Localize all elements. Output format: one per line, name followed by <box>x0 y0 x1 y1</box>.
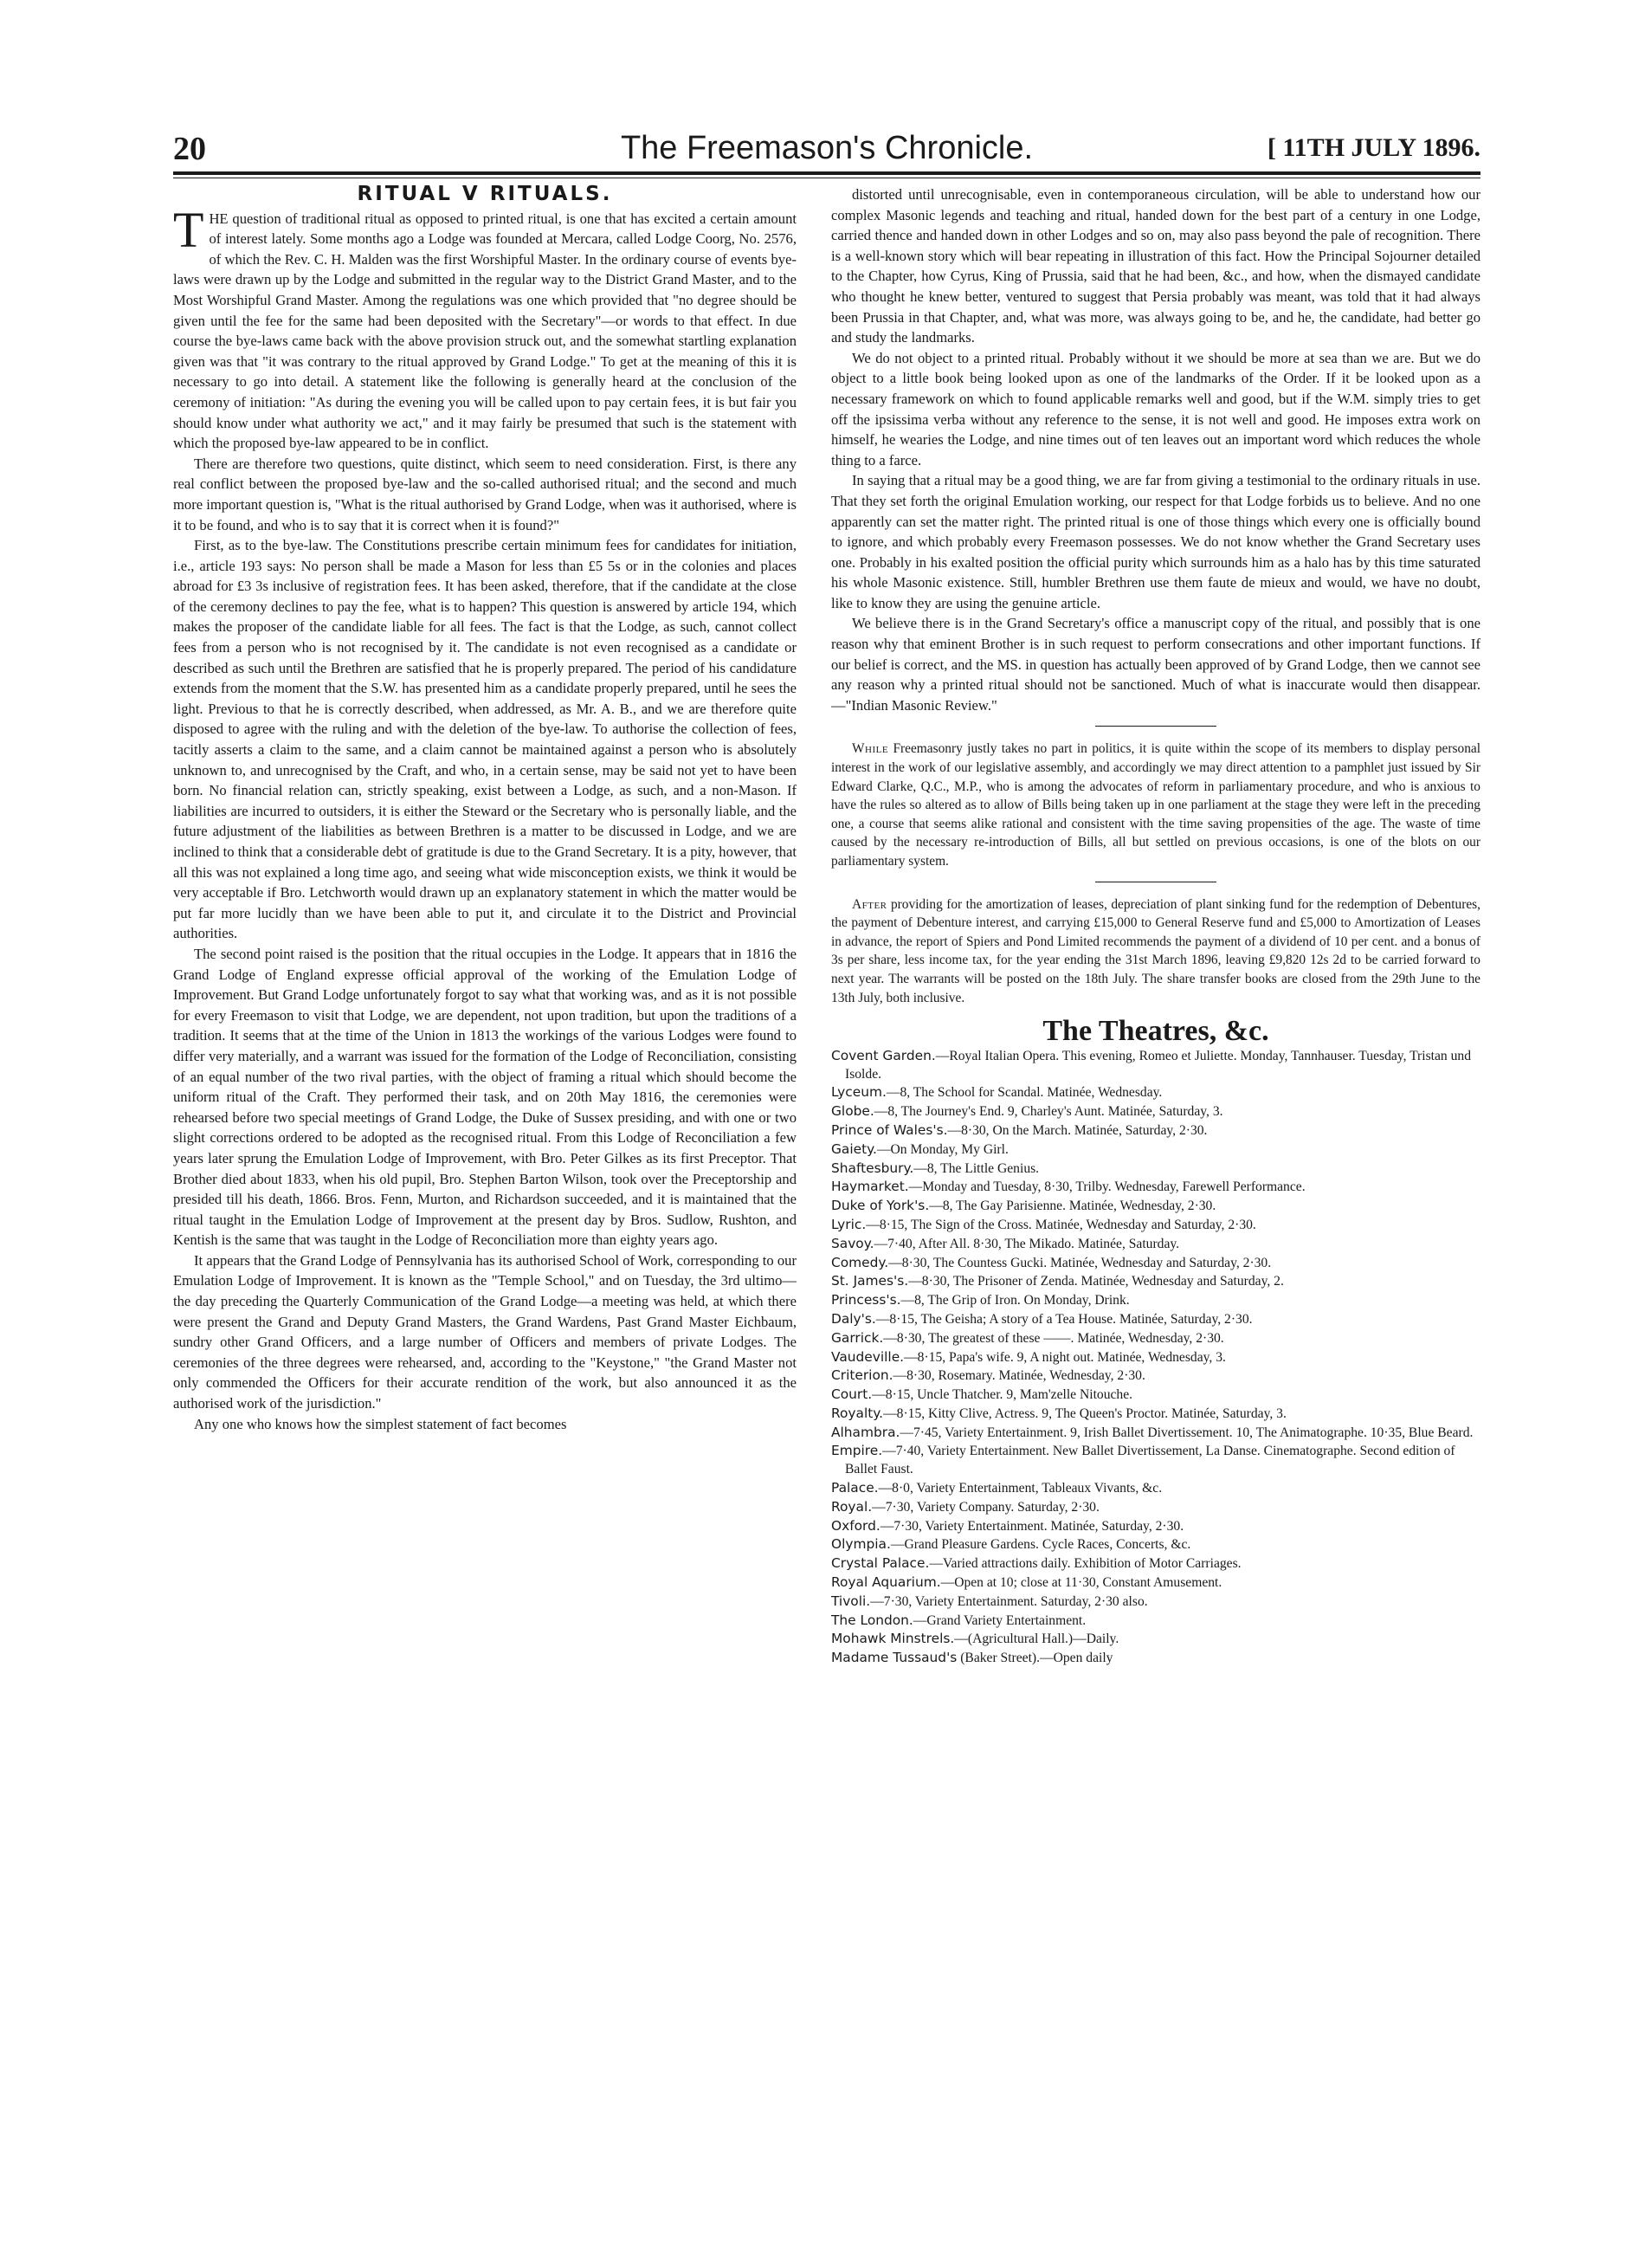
article-paragraph: We do not object to a printed ritual. Probably without it we should be more at sea than we are. But we do object to a little book being looked upon as one of the landmarks of the Order. If it be looked upon as a necessary framework on which to found applicable remarks well and good, but if the W.M. simply tries to get off the ipsissima verba without any reference to the sense, it is not well and good. He imposes extra work on himself, he wearies the Lodge, and nine times out of ten leaves out an important word which reduces the whole thing to a farce. <box>831 349 1480 468</box>
theatre-entry <box>831 1535 1480 1554</box>
theatre-details: —(Agricultural Hall.)—Daily. <box>954 1632 1119 1647</box>
article-paragraph: In saying that a ritual may be a good thing, we are far from giving a testimonial to the ordinary rituals in use. That they set forth the original Emulation working, our respect for that Lodge forbids us to believe. And no one apparently can set the matter right. The printed ritual is one of those things which every one is officially bound to ignore, and which probably every Freemason possesses. We do not know whether the Grand Secretary uses one. Probably in his exalted position the official purity which surrounds him as a halo has by this time saturated his whole Masonic existence. Still, humbler Brethren use them faute de mieux and would, we have no doubt, like to know they are using the genuine article. <box>831 472 1480 611</box>
article-paragraph: The second point raised is the position that the ritual occupies in the Lodge. It appears that in 1816 the Grand Lodge of England expresse official approval of the working of the Emulation Lodge of Improvement. But Grand Lodge unfortunately forgot to say what that working was, and as it is not possible for every Freemason to visit that Lodge, we are dependent, not upon tradition, but upon the traditions of a tradition. It seems that at the time of the Union in 1813 the workings of the various Lodges were found to differ very materially, and a warrant was issued for the formation of the Lodge of Reconciliation, consisting of an equal number of the two rival parties, with the object of framing a ritual which should become the uniform ritual of the Craft. They performed their task, and on 20th May 1816, the ceremonies were rehearsed before two special meetings of Grand Lodge, the Duke of Sussex presiding, and with one or two slight corrections ordered to be adopted as the recognised ritual. From this Lodge of Reconciliation a few years later sprung the Emulation Lodge of Improvement, with Bro. Peter Gilkes as its first Preceptor. That Brother died about 1833, when his old pupil, Bro. Stephen Barton Wilson, took over the Preceptorship and presided till his death, 1866. Bros. Fenn, Murton, and Richardson succeeded, and it is maintained that the ritual taught in the Emulation Lodge of Improvement at the present day by Bros. Sudlow, Rushton, and Kentish is the same that was taught in the Lodge of Reconciliation more than eighty years ago. <box>173 945 797 1249</box>
theatre-name: Gaiety. <box>831 1140 877 1157</box>
theatre-entry <box>831 1310 1480 1329</box>
theatre-entry <box>831 1178 1480 1197</box>
theatre-details: —Open at 10; close at 11·30, Constant Amusement. <box>940 1575 1222 1591</box>
theatre-details: —8·0, Variety Entertainment, Tableaux Vivants, &c. <box>878 1481 1163 1496</box>
theatre-entry <box>831 1083 1480 1102</box>
theatre-details: —Varied attractions daily. Exhibition of Motor Carriages. <box>929 1556 1242 1572</box>
theatre-details: —8, The Little Genius. <box>913 1160 1040 1176</box>
theatre-details: —Grand Variety Entertainment. <box>913 1612 1087 1628</box>
theatre-name: Royal. <box>831 1498 873 1515</box>
theatre-name: Haymarket. <box>831 1179 909 1195</box>
divider <box>1095 726 1216 729</box>
theatre-name: Globe. <box>831 1103 874 1120</box>
theatre-name: Savoy. <box>831 1235 874 1251</box>
theatre-entry <box>831 1121 1480 1140</box>
article-title: RITUAL V RITUALS. <box>357 184 613 205</box>
theatre-entry <box>831 1424 1480 1443</box>
theatre-entry <box>831 1348 1480 1367</box>
theatre-details: —7·40, After All. 8·30, The Mikado. Matinée, Saturday. <box>874 1236 1180 1251</box>
theatre-details: —7·40, Variety Entertainment. New Ballet Divertissement, La Danse. Cinematographe. Second edition of Ballet Faust. <box>845 1444 1455 1477</box>
theatre-entry <box>831 1479 1480 1498</box>
theatre-entry <box>831 1235 1480 1254</box>
theatre-details: —8·30, The Countess Gucki. Matinée, Wednesday and Saturday, 2·30. <box>888 1255 1272 1270</box>
theatre-details: —8·15, Papa's wife. 9, A night out. Matinée, Wednesday, 3. <box>904 1349 1226 1365</box>
theatre-name: Comedy. <box>831 1254 889 1270</box>
article-paragraph: Any one who knows how the simplest statement of fact becomes <box>194 1415 567 1432</box>
theatre-entry <box>831 1197 1480 1216</box>
theatre-name: Daly's. <box>831 1310 876 1327</box>
article-paragraph: distorted until unrecognisable, even in contemporaneous circulation, will be able to understand how our complex Masonic legends and teaching and ritual, handed down for the best part of a century in one Lodge, carried thence and handed down in other Lodges and so on, may also pass beyond the pale of recognition. There is a well-known story which will bear repeating in illustration of this fact. How the Principal Sojourner detailed to the Chapter, how Cyrus, King of Prussia, said that he had been, &c., and how, when the dismayed candidate who thought he knew better, ventured to suggest that Persia probably was meant, was told that it had always been Prussia in that Chapter, and, what was more, was always going to be, and he, the candidate, had better go and study the landmarks. <box>831 186 1480 346</box>
theatre-details: —8·15, The Sign of the Cross. Matinée, Wednesday and Saturday, 2·30. <box>866 1217 1256 1232</box>
theatre-details: —8, The Journey's End. 9, Charley's Aunt. Matinée, Saturday, 3. <box>874 1104 1223 1120</box>
theatre-details: —Monday and Tuesday, 8·30, Trilby. Wednesday, Farewell Performance. <box>908 1179 1306 1195</box>
theatre-name: Crystal Palace. <box>831 1555 930 1572</box>
theatre-details: —8·30, The greatest of these ——. Matinée, Wednesday, 2·30. <box>883 1330 1224 1346</box>
page-number: 20 <box>173 131 206 167</box>
theatre-details: —7·30, Variety Company. Saturday, 2·30. <box>872 1499 1100 1515</box>
publication-title: The Freemason's Chronicle. <box>620 130 1034 166</box>
theatre-details: —8, The Grip of Iron. On Monday, Drink. <box>900 1293 1130 1308</box>
theatre-list <box>831 1047 1480 1668</box>
theatre-entry <box>831 1329 1480 1348</box>
theatre-details: —7·30, Variety Entertainment. Matinée, Saturday, 2·30. <box>880 1518 1184 1534</box>
theatre-details: —Grand Pleasure Gardens. Cycle Races, Concerts, &c. <box>890 1537 1191 1553</box>
article-paragraph: We believe there is in the Grand Secretary's office a manuscript copy of the ritual, and possibly that is one reason why that eminent Brother is in such request to perform consecrations and other important functions. If our belief is correct, and the MS. in question has actually been approved of by Grand Lodge, then we cannot see any reason why a printed ritual should not be sanctioned. Much of what is inaccurate would then disappear.—"Indian Masonic Review." <box>831 615 1480 714</box>
theatre-entry <box>831 1405 1480 1424</box>
theatre-details: —On Monday, My Girl. <box>876 1141 1009 1157</box>
theatre-entry <box>831 1386 1480 1405</box>
theatre-entry <box>831 1160 1480 1179</box>
theatre-name: Vaudeville. <box>831 1348 905 1365</box>
theatre-details: —7·45, Variety Entertainment. 9, Irish Ballet Divertissement. 10, The Animatographe. 10·35, Blue Beard. <box>900 1425 1474 1440</box>
theatre-details: —8·15, Uncle Thatcher. 9, Mam'zelle Nitouche. <box>872 1387 1133 1403</box>
theatre-details: —8, The School for Scandal. Matinée, Wednesday. <box>886 1085 1163 1101</box>
theatre-entry <box>831 1367 1480 1386</box>
theatre-details: —8, The Gay Parisienne. Matinée, Wednesday, 2·30. <box>929 1199 1216 1214</box>
right-paragraphs <box>831 184 1480 715</box>
theatre-name: Criterion. <box>831 1367 893 1384</box>
article-paragraph: There are therefore two questions, quite distinct, which seem to need consideration. First, is there any real conflict between the proposed bye-law and the so-called authorised ritual; and the second and much more important question is, "What is the ritual authorised by Grand Lodge, when was it authorised, where is it to be found, and who is to say that it is correct when it is found?" <box>173 455 797 533</box>
theatre-name: Shaftesbury. <box>831 1160 914 1176</box>
article-paragraph: It appears that the Grand Lodge of Pennsylvania has its authorised School of Work, corresponding to our Emulation Lodge of Improvement. It is known as the "Temple School," and on Tuesday, the 3rd ultimo—the day preceding the Quarterly Communication of the Grand Lodge—a meeting was held, at which there were present the Grand and Deputy Grand Masters, the Grand Wardens, Past Grand Master Eichbaum, sundry other Grand Officers, and a large number of Officers and members of private Lodges. The ceremonies of the three degrees were rehearsed, and, according to the "Keystone," "the Grand Master not only commended the Officers for their accurate rendition of the work, but also announced it as the authorised work of the jurisdiction." <box>173 1251 797 1412</box>
theatre-name: Lyric. <box>831 1216 867 1232</box>
note-lead: While <box>852 741 889 757</box>
theatre-entry <box>831 1047 1480 1084</box>
right-column <box>831 184 1480 2176</box>
theatre-name: Court. <box>831 1386 873 1403</box>
theatre-name: Palace. <box>831 1480 879 1496</box>
theatre-entry <box>831 1442 1480 1479</box>
theatre-entry <box>831 1554 1480 1573</box>
theatre-details: (Baker Street).—Open daily <box>957 1651 1113 1666</box>
theatre-name: Prince of Wales's. <box>831 1121 948 1138</box>
note-text: providing for the amortization of leases, depreciation of plant sinking fund for the redemption of Debentures, the payment of Debenture interest, and carrying £15,000 to General Reserve fund and £5,000 to Amortization of Leases in advance, the report of Spiers and Pond Limited recommends the payment of a dividend of 10 per cent. and a bonus of 3s per share, less income tax, for the year ending the 31st March 1896, leaving £9,820 12s 2d to be carried forward to next year. The warrants will be posted on the 18th July. The share transfer books are closed from the 29th June to the 13th July, both inclusive. <box>831 896 1480 1005</box>
theatre-entry <box>831 1649 1480 1668</box>
theatre-entry <box>831 1612 1480 1631</box>
theatre-details: —8·15, The Geisha; A story of a Tea House. Matinée, Saturday, 2·30. <box>875 1311 1253 1327</box>
theatre-entry <box>831 1517 1480 1536</box>
theatre-entry <box>831 1573 1480 1593</box>
theatre-details: —8·30, Rosemary. Matinée, Wednesday, 2·30. <box>893 1368 1145 1384</box>
theatre-details: —7·30, Variety Entertainment. Saturday, 2·30 also. <box>870 1593 1148 1609</box>
theatre-name: Oxford. <box>831 1517 881 1534</box>
theatre-name: Lyceum. <box>831 1084 887 1101</box>
theatre-entry <box>831 1140 1480 1160</box>
theatre-name: Garrick. <box>831 1329 884 1346</box>
theatres-heading: The Theatres, &c. <box>1042 1015 1269 1048</box>
theatre-entry <box>831 1593 1480 1612</box>
theatre-name: Empire. <box>831 1443 883 1459</box>
issue-date: [ 11TH JULY 1896. <box>1267 133 1480 162</box>
theatre-entry <box>831 1630 1480 1649</box>
theatre-name: The London. <box>831 1612 913 1628</box>
note-text: Freemasonry justly takes no part in politics, it is quite within the scope of its members to display personal interest in the work of our legislative assembly, and accordingly we may direct attention to a pamphlet just issued by Sir Edward Clarke, Q.C., M.P., who is among the advocates of reform in parliamentary procedure, and who is anxious to have the rules so altered as to allow of Bills being taken up in one parliament at the stage they were left in the preceding one, a course that seems alike rational and consistent with the time saving propensities of the age. The waste of time caused by the necessary re-introduction of Bills, all but settled on previous occasions, is one of the blots on our parliamentary system. <box>831 741 1480 869</box>
note-lead: After <box>852 896 887 912</box>
theatre-entry <box>831 1216 1480 1235</box>
theatre-entry <box>831 1272 1480 1291</box>
masthead <box>173 130 1480 171</box>
drop-cap: T <box>173 201 204 258</box>
theatre-name: Mohawk Minstrels. <box>831 1631 955 1647</box>
theatre-entry <box>831 1254 1480 1273</box>
header-rule <box>173 171 1480 175</box>
theatre-name: Princess's. <box>831 1292 901 1308</box>
article-opening-paragraph <box>173 201 797 454</box>
theatre-details: —Royal Italian Opera. This evening, Romeo et Juliette. Monday, Tannhauser. Tuesday, Tristan und Isolde. <box>845 1048 1471 1082</box>
note-parliament <box>831 740 1480 870</box>
theatre-name: Olympia. <box>831 1536 891 1553</box>
note-spiers-pond <box>831 895 1480 1008</box>
divider <box>1095 882 1216 885</box>
theatre-name: Covent Garden. <box>831 1047 936 1063</box>
theatre-name: Tivoli. <box>831 1593 871 1609</box>
theatre-name: Duke of York's. <box>831 1198 930 1214</box>
left-paragraphs <box>173 454 797 1435</box>
article-paragraph: First, as to the bye-law. The Constitutions prescribe certain minimum fees for candidates for initiation, i.e., article 193 says: No person shall be made a Mason for less than £5 5s or in the colonies and places abroad for £3 3s inclusive of registration fees. It has been asked, therefore, that if the candidate at the close of the ceremony declines to pay the fee, what is to happen? This question is answered by article 194, which makes the proposer of the candidate liable for all fees. The fact is that the Lodge, as such, cannot collect fees from a person who is not recognised by it. The candidate is not even recognised as a candidate or described as such until the Brethren are satisfied that he is properly prepared. The period of his candidature extends from the moment that the S.W. has presented him as a candidate properly prepared, until he sees the light. Previous to that he is correctly described, when addressed, as Mr. A. B., and we are therefore quite disposed to agree with the ruling and with the deletion of the bye-law. To authorise the collection of fees, tacitly asserts a claim to the same, and a claim cannot be maintained against a person who is absolutely unknown to, and unrecognised by the Craft, and who, in a certain sense, may be said not yet to have been born. No financial relation can, strictly speaking, exist between a Lodge, as such, and a non-Mason. If liabilities are incurred to outsiders, it is either the Steward or the Secretary who is personally liable, and the future adjustment of the liabilities as between Brethren is a matter to be discussed in Lodge, and we are inclined to think that a considerable debt of gratitude is due to the Grand Secretary. It is a pity, however, that all this was not explained a long time ago, and seeing what wide misconception exists, we think it would be very acceptable if Bro. Letchworth would drawn up an explanatory statement in which the matter would be put far more lucidly than we have been able to put it, and circulate it to the District and Provincial authorities. <box>173 537 797 942</box>
theatre-entry <box>831 1102 1480 1121</box>
theatre-name: Alhambra. <box>831 1424 900 1440</box>
theatre-details: —8·15, Kitty Clive, Actress. 9, The Queen's Proctor. Matinée, Saturday, 3. <box>883 1405 1287 1421</box>
opening-text: HE question of traditional ritual as opposed to printed ritual, is one that has excited a certain amount of interest lately. Some months ago a Lodge was founded at Mercara, called Lodge Coorg, No. 2576, of which the Rev. C. H. Malden was the first Worshipful Master. In the ordinary course of events bye-laws were drawn up by the Lodge and submitted in the regular way to the District Grand Master, and to the Most Worshipful Grand Master. Among the regulations was one which provided that "no degree should be given until the fee for the same had been deposited with the Secretary"—or words to that effect. In due course the bye-laws came back with the above provision struck out, and the somewhat startling explanation given was that "it was contrary to the ritual approved by Grand Lodge." To get at the meaning of this it is necessary to go into detail. A statement like the following is generally heard at the conclusion of the ceremony of initiation: "As during the evening you will be called upon to pay certain fees, it is but fair you should know under what authority we act," and it may fairly be presumed that such is the statement with which the proposed bye-law appeared to be in conflict. <box>173 210 797 452</box>
left-column <box>173 184 797 2090</box>
theatre-details: —8·30, On the March. Matinée, Saturday, 2·30. <box>947 1122 1208 1138</box>
theatre-name: Madame Tussaud's <box>831 1650 958 1666</box>
theatre-entry <box>831 1498 1480 1517</box>
theatre-name: St. James's. <box>831 1273 909 1289</box>
theatre-details: —8·30, The Prisoner of Zenda. Matinée, Wednesday and Saturday, 2. <box>908 1274 1284 1289</box>
theatre-name: Royalty. <box>831 1405 884 1421</box>
theatre-name: Royal Aquarium. <box>831 1574 941 1591</box>
theatre-entry <box>831 1291 1480 1310</box>
